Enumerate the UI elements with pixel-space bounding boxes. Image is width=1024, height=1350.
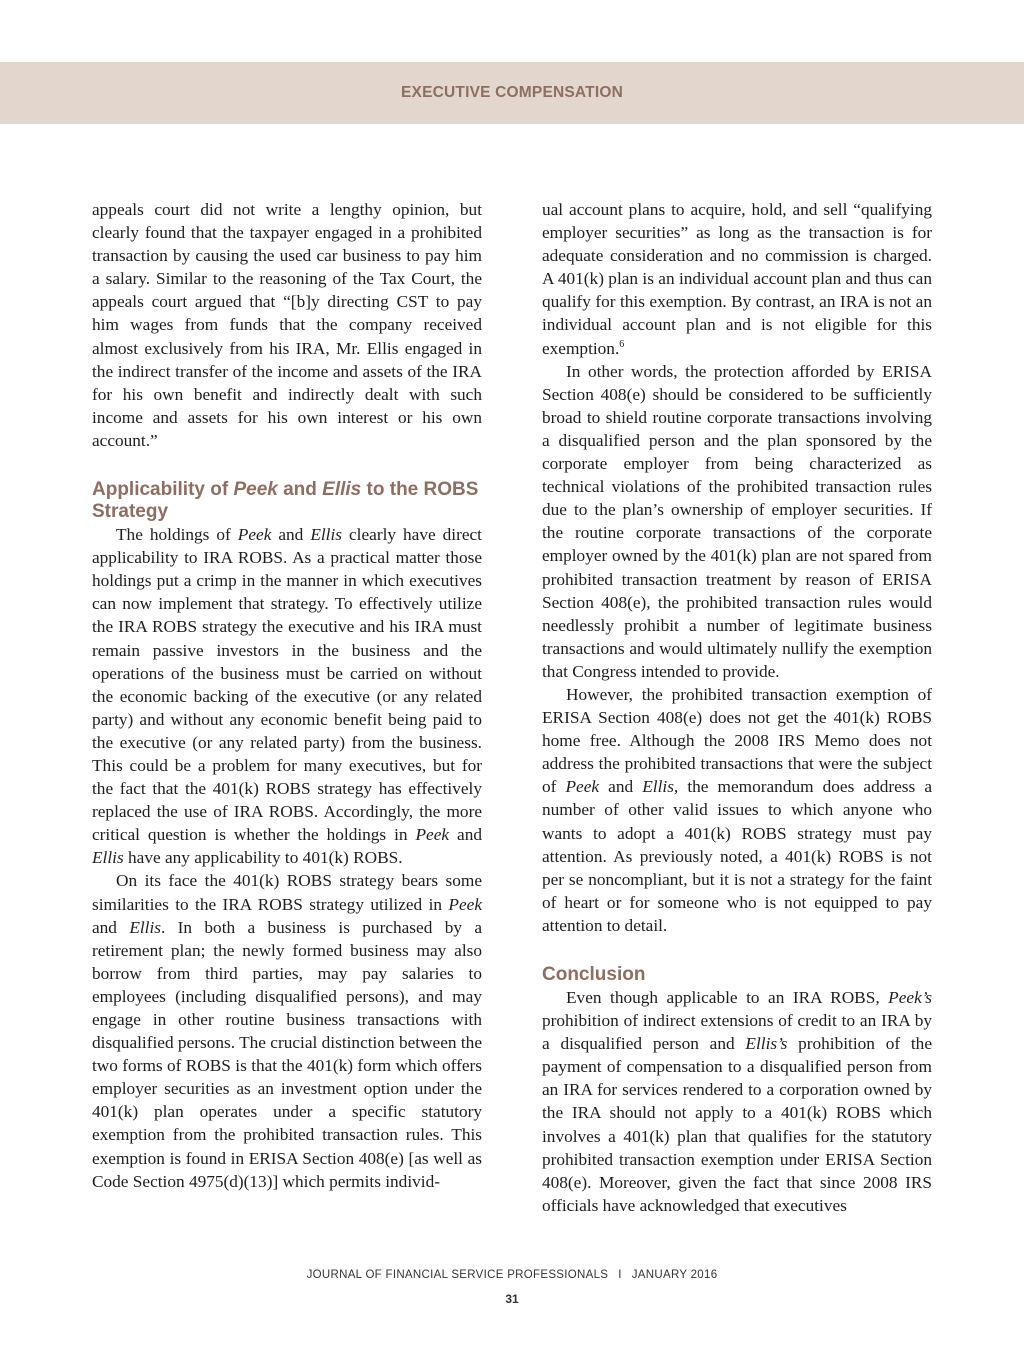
- journal-name: JOURNAL OF FINANCIAL SERVICE PROFESSIONALS: [306, 1269, 609, 1281]
- page-number: 31: [505, 1292, 519, 1306]
- text-run: clearly have direct applicability to IRA ROBS. As a practical matter those holdings put a crimp in the manner in which executives can now implement that strategy. To effectively utilize the IRA ROBS strategy the executive and his IRA must remain passive investors in the business and the operations of the business must be carried on without the economic backing of the executive (or any related party) and without any economic benefit being paid to the executive (or any related party) from the business. This could be a problem for many executives, but for the fact that the 401(k) ROBS strategy has effectively replaced the use of IRA ROBS. Accordingly, the more critical question is whether the holdings in: [92, 525, 482, 845]
- case-name: Ellis,: [642, 777, 679, 797]
- right-paragraph-1: [542, 198, 932, 360]
- section-title: EXECUTIVE COMPENSATION: [401, 84, 623, 101]
- right-paragraph-2: In other words, the protection afforded by ERISA Section 408(e) should be considered to be sufficiently broad to shield routine corporate transactions involving a disqualified person and the plan sponsored by the corporate employer from being characterized as technical violations of the prohibited transaction rules due to the plan’s ownership of employer securities. If the routine corporate transactions of the corporate employer owned by the 401(k) plan are not spared from prohibited transaction treatment by reason of ERISA Section 408(e), the prohibited transaction rules would needlessly prohibit a number of legitimate business transactions and would ultimately nullify the exemption that Congress intended to provide.: [542, 361, 932, 681]
- case-name: Peek: [448, 894, 482, 914]
- left-paragraph-2: [92, 523, 482, 869]
- left-paragraph-3: [92, 869, 482, 1192]
- case-name: Ellis: [310, 525, 343, 545]
- text-run: Even though applicable to an IRA ROBS,: [566, 988, 889, 1007]
- case-name: Ellis: [92, 848, 124, 868]
- heading-text: to the ROBS Strategy: [92, 479, 479, 523]
- right-column: [542, 198, 932, 1217]
- text-run: prohibition of indirect extensions of credit to an IRA by a disqualified person and: [542, 1011, 932, 1054]
- left-paragraph-1: appeals court did not write a lengthy opinion, but clearly found that the taxpayer engaged in a prohibited transaction by causing the used car business to pay him a salary. Similar to the reasoning of the Tax Court, the appeals court argued that “[b]y directing CST to pay him wages from funds that the company received almost exclusively from his IRA, Mr. Ellis engaged in the indirect transfer of the income and assets of the IRA for his own benefit and indirectly dealt with such income and assets for his own interest or his own account.”: [92, 200, 482, 450]
- heading-text: and: [277, 479, 323, 501]
- text-run: prohibition of the payment of compensation to a disqualified person from an IRA for services rendered to a corporation owned by the IRA should not apply to a 401(k) ROBS which involves a 401(k) plan that qualifies for the statutory prohibited transaction exemption under ERISA Section 408(e). Moreover, given the fact that since 2008 IRS officials have acknowledged that executives: [542, 1034, 932, 1215]
- right-paragraph-3: [542, 683, 932, 937]
- left-column: [92, 198, 482, 1193]
- right-paragraph-4: [542, 986, 932, 1217]
- text-run: and: [271, 525, 311, 545]
- text-run: On its face the 401(k) ROBS strategy bears some similarities to the IRA ROBS strategy utilized in: [92, 871, 482, 914]
- text-run: and: [449, 825, 482, 845]
- text-run: the memorandum does address a number of other valid issues to which anyone who wants to adopt a 401(k) ROBS strategy must pay attention. As previously noted, a 401(k) ROBS is not per se noncompliant, but it is not a strategy for the faint of heart or for someone who is not equipped to pay attention to detail.: [542, 777, 933, 935]
- case-name: Peek: [237, 525, 272, 545]
- issue-date: JANUARY 2016: [631, 1269, 718, 1281]
- text-run: . In both a business is purchased by a retirement plan; the newly formed business may also borrow from third parties, may pay salaries to employees (including disqualified persons), and may engage in other routine business transactions with disqualified persons. The crucial distinction between the two forms of ROBS is that the 401(k) form which offers employer securities as an investment option under the 401(k) plan operates under a specific statutory exemption from the prohibited transaction rules. This exemption is found in ERISA Section 408(e) [as well as Code Section 4975(d)(13)] which permits individ-: [92, 917, 482, 1191]
- heading-text: Applicability of: [92, 479, 234, 501]
- text-run: have any applicability to 401(k) ROBS.: [123, 848, 403, 868]
- text-run: ual account plans to acquire, hold, and sell “qualifying employer securities” as long as the transaction is for adequate consideration and no commission is charged. A 401(k) plan is an individual account plan and thus can qualify for this exemption. By contrast, an IRA is not an individual account plan and is not eligible for this exemption.: [542, 200, 932, 358]
- section-header-band: [0, 62, 1024, 124]
- heading-applicability: [92, 479, 482, 523]
- footer-separator: I: [618, 1269, 622, 1281]
- text-run: and: [599, 777, 643, 797]
- heading-case-peek: Peek: [233, 479, 278, 501]
- text-run: The holdings of: [116, 525, 238, 545]
- running-footer: [0, 1269, 1024, 1281]
- text-run: However, the prohibited transaction exemption of ERISA Section 408(e) does not get the 401(k) ROBS home free. Although the 2008 IRS Memo does not address the prohibited transactions that were the subject of: [542, 684, 932, 797]
- case-name: Ellis’s: [745, 1034, 788, 1054]
- heading-case-ellis: Ellis: [322, 479, 362, 501]
- heading-conclusion: Conclusion: [542, 964, 646, 985]
- case-name: Ellis: [129, 917, 161, 937]
- case-name: Peek: [565, 777, 600, 797]
- text-run: and: [92, 917, 130, 937]
- footnote-marker: 6: [619, 338, 625, 350]
- case-name: Peek: [415, 825, 450, 845]
- case-name: Peek’s: [888, 988, 932, 1007]
